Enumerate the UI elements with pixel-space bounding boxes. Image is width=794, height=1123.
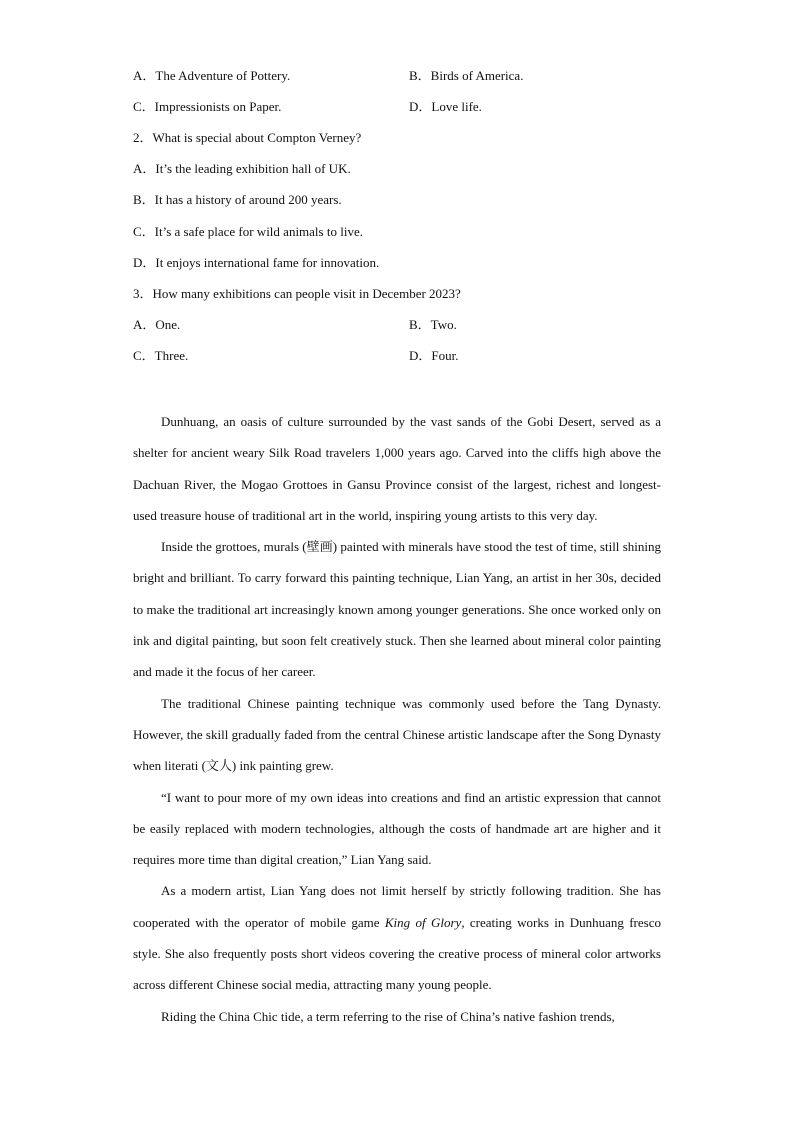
game-title-italic: King of Glory — [384, 914, 462, 930]
paragraph-5-text-before: As a modern artist, Lian Yang does not limit herself by strictly following tradition. She has cooperated with the operator of mobile game — [133, 883, 661, 930]
passage-paragraph-1: Dunhuang, an oasis of culture surrounded by the vast sands of the Gobi Desert, served as a shelter for ancient weary Silk Road travelers 1,000 years ago. Carved into the cliffs high above the Dachuan River, the Mogao Grottoes in Gansu Province consist of the largest, richest and longest-used treasure house of traditional art in the world, inspiring young artists to this very day. — [133, 414, 661, 523]
q1-options-row-ab — [133, 66, 524, 86]
q1-option-c[interactable]: C．Impressionists on Paper. — [133, 99, 282, 114]
passage-paragraph-6: Riding the China Chic tide, a term referring to the rise of China’s native fashion trends, — [161, 1008, 615, 1024]
q1-option-a[interactable]: A．The Adventure of Pottery. — [133, 68, 291, 83]
q3-option-d[interactable]: D．Four. — [409, 348, 459, 363]
passage-paragraph-5 — [133, 875, 661, 1000]
q3-option-a[interactable]: A．One. — [133, 317, 181, 332]
paragraph-5-text-after: , creating works in Dunhuang fresco style. She also frequently posts short videos covering the creative process of mineral color artworks across different Chinese social media, attracting many young people. — [133, 914, 661, 993]
q3-option-b[interactable]: B．Two. — [409, 317, 457, 332]
q1-options-row-cd — [133, 97, 482, 117]
q1-option-d[interactable]: D．Love life. — [409, 99, 482, 114]
q3-options-row-ab — [133, 315, 457, 335]
reading-passage — [133, 406, 661, 1032]
q3-options-row-cd — [133, 346, 459, 366]
q1-option-b[interactable]: B．Birds of America. — [409, 68, 524, 83]
q2-stem: 2．What is special about Compton Verney? — [133, 130, 362, 145]
q3-option-c[interactable]: C．Three. — [133, 348, 189, 363]
q2-option-a[interactable]: A．It’s the leading exhibition hall of UK. — [133, 161, 351, 176]
q3-stem: 3．How many exhibitions can people visit in December 2023? — [133, 286, 461, 301]
q2-option-c[interactable]: C．It’s a safe place for wild animals to live. — [133, 224, 363, 239]
passage-paragraph-2: Inside the grottoes, murals (壁画) painted with minerals have stood the test of time, still shining bright and brilliant. To carry forward this painting technique, Lian Yang, an artist in her 30s, decided to make the traditional art increasingly known among younger generations. She once worked only on ink and digital painting, but soon felt creatively stuck. Then she learned about mineral color painting and made it the focus of her career. — [133, 539, 661, 680]
passage-paragraph-4: “I want to pour more of my own ideas into creations and find an artistic expression that cannot be easily replaced with modern technologies, although the costs of handmade art are higher and it requires more time than digital creation,” Lian Yang said. — [133, 789, 661, 868]
q2-option-b[interactable]: B．It has a history of around 200 years. — [133, 192, 342, 207]
q2-option-d[interactable]: D．It enjoys international fame for innovation. — [133, 255, 380, 270]
passage-paragraph-3: The traditional Chinese painting technique was commonly used before the Tang Dynasty. However, the skill gradually faded from the central Chinese artistic landscape after the Song Dynasty when literati (文人) ink painting grew. — [133, 695, 661, 774]
